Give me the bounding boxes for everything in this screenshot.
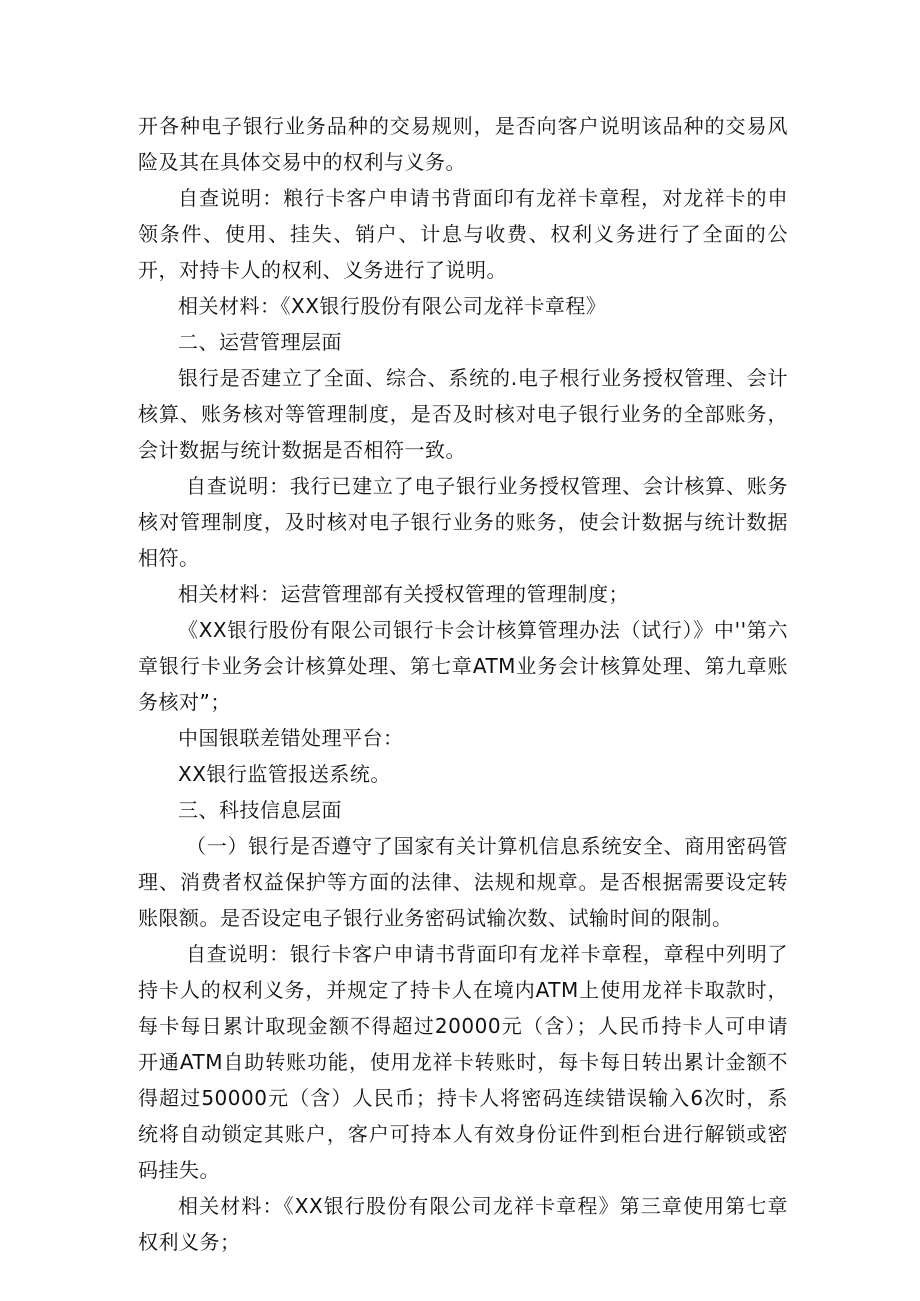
paragraph-unionpay-platform: 中国银联差错处理平台： [178,726,404,750]
paragraph-accounting-regulation: 《XX银行股份有限公司银行卡会计核算管理办法（试行）》中''第六章银行卡业务会计核算处理、第七章ATM业务会计核算处理、第九章账务核对”； [138,618,788,714]
document-body [138,108,788,1260]
paragraph-related-materials-2: 相关材料：运营管理部有关授权管理的管理制度； [178,582,629,606]
paragraph-operations-question: 银行是否建立了全面、综合、系统的.电子根行业务授权管理、会计核算、账务核对等管理制度，是否及时核对电子银行业务的全部账务，会计数据与统计数据是否相符一致。 [138,366,788,462]
paragraph-self-check-3: 自查说明：银行卡客户申请书背面印有龙祥卡章程，章程中列明了持卡人的权利义务，并规定了持卡人在境内ATM上使用龙祥卡取款时，每卡每日累计取现金额不得超过20000元（含）；人民币持卡人可申请开通ATM自助转账功能，使用龙祥卡转账时，每卡每日转出累计金额不得超过50000元（含）人民币；持卡人将密码连续错误输入6次时，系统将自动锁定其账户，客户可持本人有效身份证件到柜台进行解锁或密码挂失。 [138,942,788,1182]
paragraph-related-materials-1: 相关材料：《XX银行股份有限公司龙祥卡章程》 [178,294,607,318]
section-heading-technology: 三、科技信息层面 [178,798,342,822]
paragraph-reporting-system: XX银行监管报送系统。 [178,762,391,786]
paragraph-continued-rules: 开各种电子银行业务品种的交易规则，是否向客户说明该品种的交易风险及其在具体交易中的权利与义务。 [138,114,788,174]
paragraph-self-check-1: 自查说明：粮行卡客户申请书背面印有龙祥卡章程，对龙祥卡的申领条件、使用、挂失、销户、计息与收费、权利义务进行了全面的公开，对持卡人的权利、义务进行了说明。 [138,186,788,282]
paragraph-technology-question: （一）银行是否遵守了国家有关计算机信息系统安全、商用密码管理、消费者权益保护等方面的法律、法规和规章。是否根据需要设定转账限额。是否设定电子银行业务密码试输次数、试输时间的限制。 [138,834,788,930]
section-heading-operations: 二、运营管理层面 [178,330,342,354]
paragraph-self-check-2: 自查说明：我行已建立了电子银行业务授权管理、会计核算、账务核对管理制度，及时核对电子银行业务的账务，使会计数据与统计数据相符。 [138,474,788,570]
paragraph-related-materials-3: 相关材料：《XX银行股份有限公司龙祥卡章程》第三章使用第七章权利义务； [138,1194,788,1254]
